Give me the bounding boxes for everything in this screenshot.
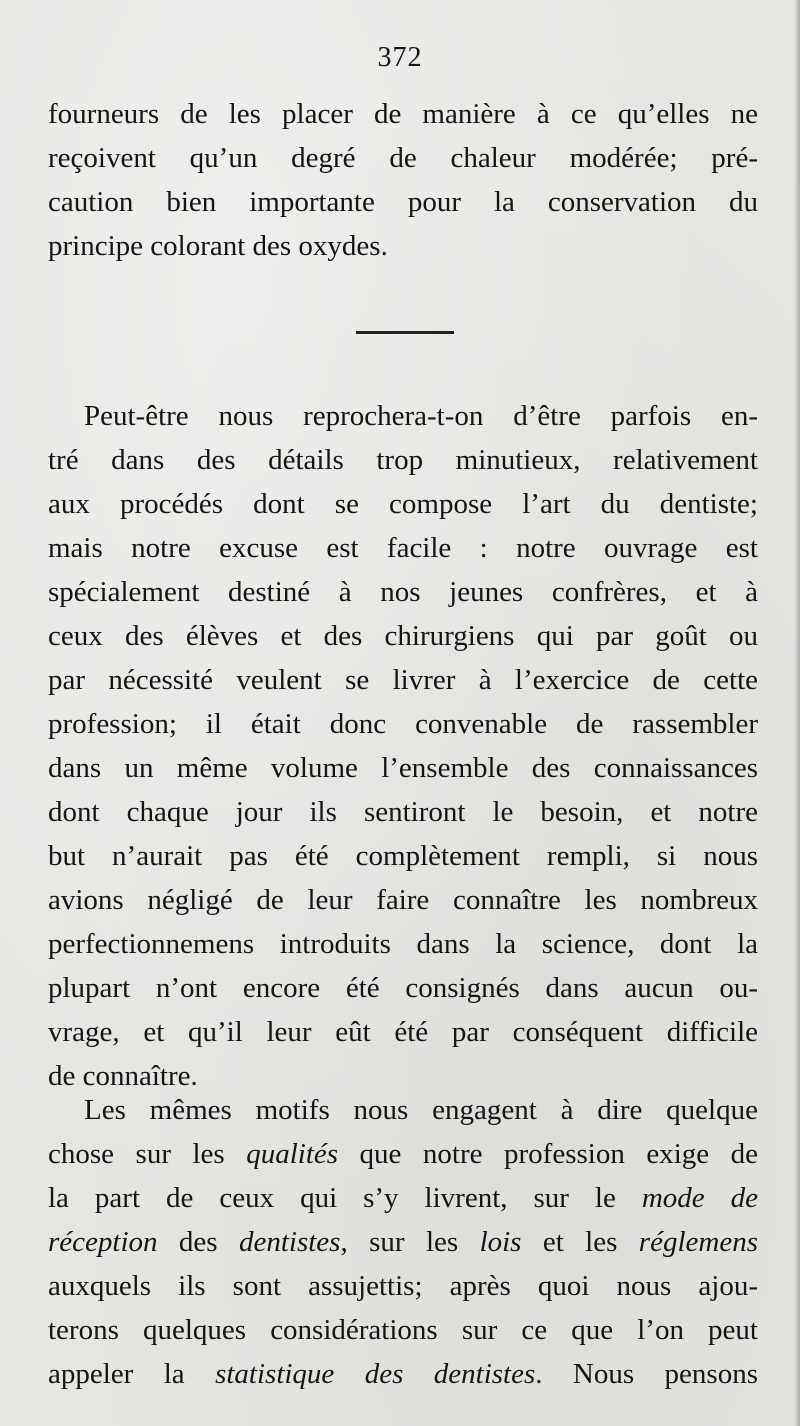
text-line: mais notre excuse est facile : notre ouvrage est: [48, 532, 758, 564]
text-line: auxquels ils sont assujettis; après quoi nous ajou-: [48, 1270, 758, 1302]
text-line: fourneurs de les placer de manière à ce qu’elles ne: [48, 98, 758, 130]
text-line: par nécessité veulent se livrer à l’exercice de cette: [48, 664, 758, 696]
text-line: [48, 1352, 758, 1396]
text-line: perfectionnemens introduits dans la science, dont la: [48, 928, 758, 960]
text-line: terons quelques considérations sur ce que l’on peut: [48, 1314, 758, 1346]
text-line: dont chaque jour ils sentiront le besoin, et notre: [48, 796, 758, 828]
text-line: ceux des élèves et des chirurgiens qui par goût ou: [48, 620, 758, 652]
italic-term-mode-de: mode de: [641, 1182, 759, 1214]
page-edge-shadow: [794, 0, 800, 1426]
italic-term-lois: lois: [479, 1226, 522, 1258]
italic-term-reglemens: réglemens: [638, 1226, 758, 1258]
text-line: reçoivent qu’un degré de chaleur modérée; pré-: [48, 142, 758, 174]
text-line: plupart n’ont encore été consignés dans aucun ou-: [48, 972, 758, 1004]
page-number: 372: [377, 42, 423, 73]
paragraph-excuse: [48, 394, 758, 1098]
text-line: Peut-être nous reprochera-t-on d’être parfois en-: [84, 400, 758, 432]
text-run: appeler la: [48, 1358, 216, 1390]
italic-term-statistique: statistique des dentistes: [215, 1358, 536, 1390]
text-line: Les mêmes motifs nous engagent à dire quelque: [84, 1094, 758, 1126]
text-line: de connaître.: [48, 1060, 198, 1092]
text-line: aux procédés dont se compose l’art du dentiste;: [48, 488, 758, 520]
text-run: , sur les: [340, 1226, 480, 1258]
text-line: caution bien importante pour la conservation du: [48, 186, 758, 218]
text-run: des: [157, 1226, 239, 1258]
text-line: vrage, et qu’il leur eût été par conséquent difficile: [48, 1016, 758, 1048]
text-run: et les: [521, 1226, 639, 1258]
text-run: la part de ceux qui s’y livrent, sur le: [48, 1182, 642, 1214]
text-line: [48, 1132, 758, 1176]
section-divider: [356, 331, 454, 334]
text-run: chose sur les: [48, 1138, 247, 1170]
text-line: [48, 1176, 758, 1220]
paragraph-motifs: [48, 1088, 758, 1396]
text-line: tré dans des détails trop minutieux, relativement: [48, 444, 758, 476]
text-line: [48, 1220, 758, 1264]
text-line: profession; il était donc convenable de rassembler: [48, 708, 758, 740]
text-line: spécialement destiné à nos jeunes confrères, et à: [48, 576, 758, 608]
text-line: avions négligé de leur faire connaître les nombreux: [48, 884, 758, 916]
italic-term-reception: réception: [48, 1226, 158, 1258]
text-line: principe colorant des oxydes.: [48, 230, 388, 262]
text-run: . Nous pensons: [535, 1358, 758, 1390]
text-run: que notre profession exige de: [338, 1138, 759, 1170]
italic-term-dentistes: dentistes: [238, 1226, 341, 1258]
text-line: dans un même volume l’ensemble des connaissances: [48, 752, 758, 784]
paragraph-continued: [48, 92, 758, 268]
italic-term-qualites: qualités: [246, 1138, 339, 1170]
text-line: but n’aurait pas été complètement rempli, si nous: [48, 840, 758, 872]
